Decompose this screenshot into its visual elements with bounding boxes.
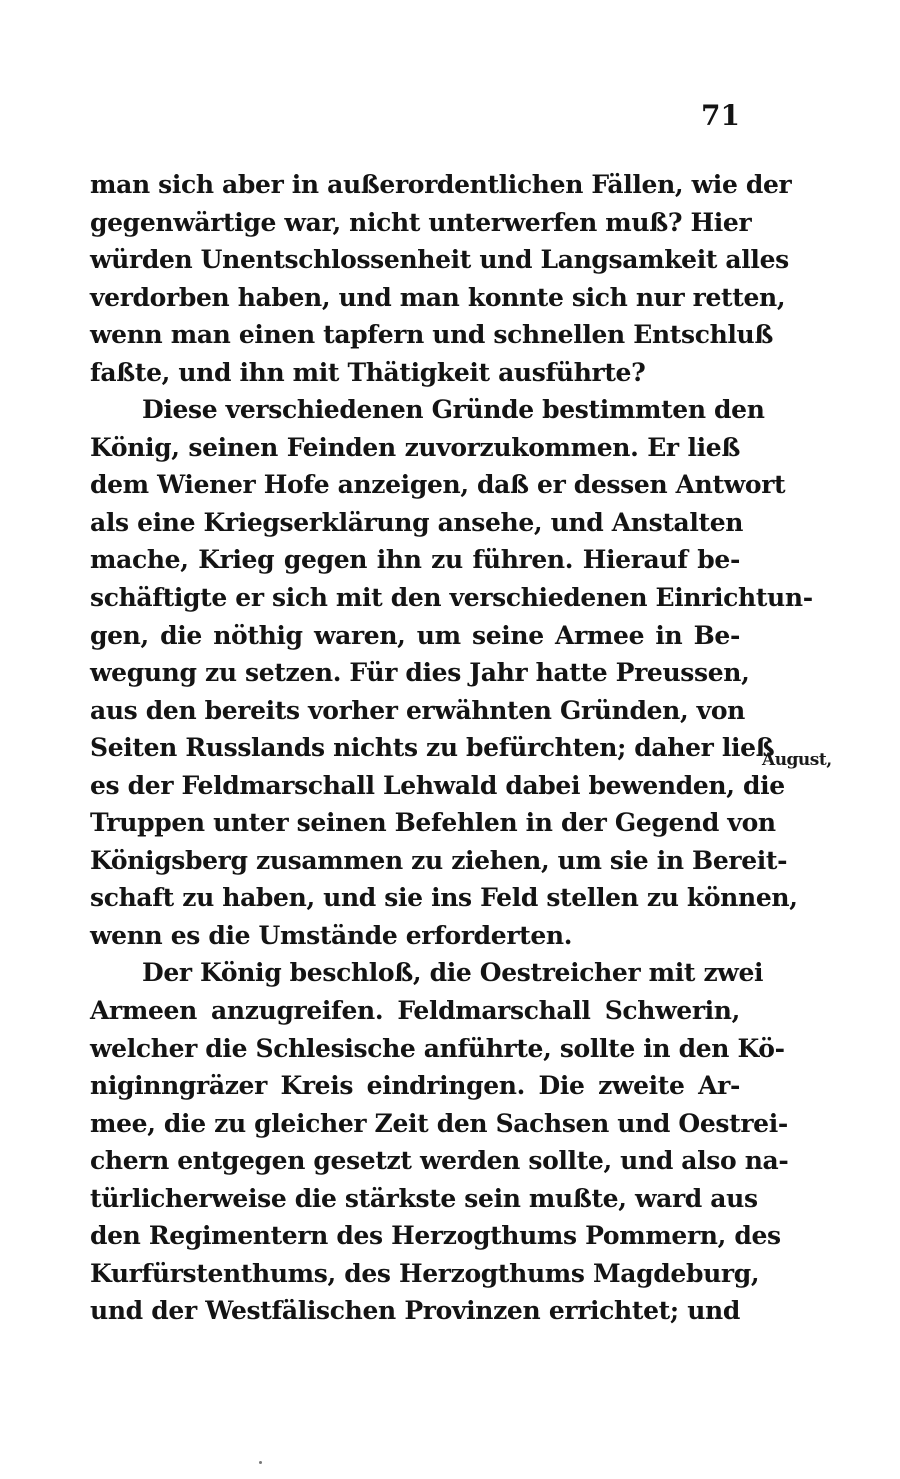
text-line: faßte, und ihn mit Thätigkeit ausführte? <box>90 357 646 387</box>
text-line: welcher die Schlesische anführte, sollte in den Kö- <box>90 1033 785 1063</box>
margin-note: August, <box>762 750 832 770</box>
text-line: aus den bereits vorher erwähnten Gründen, von <box>90 695 745 725</box>
text-line: gegenwärtige war, nicht unterwerfen muß? Hier <box>90 207 752 237</box>
text-line: gen, die nöthig waren, um seine Armee in Be- <box>90 620 740 650</box>
text-line: mee, die zu gleicher Zeit den Sachsen und Oestrei- <box>90 1108 788 1138</box>
text-line: Königsberg zusammen zu ziehen, um sie in Bereit- <box>90 845 788 875</box>
text-line: Armeen anzugreifen. Feldmarschall Schwerin, <box>90 996 740 1026</box>
text-line: und der Westfälischen Provinzen errichtet; und <box>90 1296 740 1326</box>
paper-speck <box>259 1461 262 1464</box>
text-line: Seiten Russlands nichts zu befürchten; daher ließ <box>90 733 775 763</box>
paragraph-start-line: Diese verschiedenen Gründe bestimmten den <box>142 395 765 425</box>
text-line: schäftigte er sich mit den verschiedenen Einrichtun- <box>90 583 813 613</box>
text-line: wegung zu setzen. Für dies Jahr hatte Preussen, <box>90 658 750 688</box>
text-line: König, seinen Feinden zuvorzukommen. Er ließ <box>90 432 740 462</box>
text-line: mache, Krieg gegen ihn zu führen. Hierauf be- <box>90 545 740 575</box>
text-line: man sich aber in außerordentlichen Fällen, wie der <box>90 170 792 199</box>
text-line: wenn es die Umstände erforderten. <box>90 920 573 950</box>
text-line: verdorben haben, und man konnte sich nur retten, <box>90 282 786 312</box>
text-line: niginngräzer Kreis eindringen. Die zweite Ar- <box>90 1071 740 1101</box>
text-line: als eine Kriegserklärung ansehe, und Anstalten <box>90 507 744 537</box>
text-line: schaft zu haben, und sie ins Feld stellen zu können, <box>90 883 798 913</box>
text-line: wenn man einen tapfern und schnellen Entschluß <box>90 320 774 350</box>
text-line: würden Unentschlossenheit und Langsamkeit alles <box>90 245 789 275</box>
text-line: chern entgegen gesetzt werden sollte, und also na- <box>90 1146 789 1176</box>
paragraph-start-line: Der König beschloß, die Oestreicher mit zwei <box>142 958 764 988</box>
text-line: Truppen unter seinen Befehlen in der Gegend von <box>90 808 776 838</box>
text-line: Kurfürstenthums, des Herzogthums Magdeburg, <box>90 1258 760 1288</box>
text-line: den Regimentern des Herzogthums Pommern, des <box>90 1221 781 1251</box>
text-line: türlicherweise die stärkste sein mußte, ward aus <box>90 1183 758 1213</box>
page-number: 71 <box>701 99 740 132</box>
text-line: es der Feldmarschall Lehwald dabei bewenden, die <box>90 770 785 800</box>
text-line: dem Wiener Hofe anzeigen, daß er dessen Antwort <box>90 470 786 500</box>
